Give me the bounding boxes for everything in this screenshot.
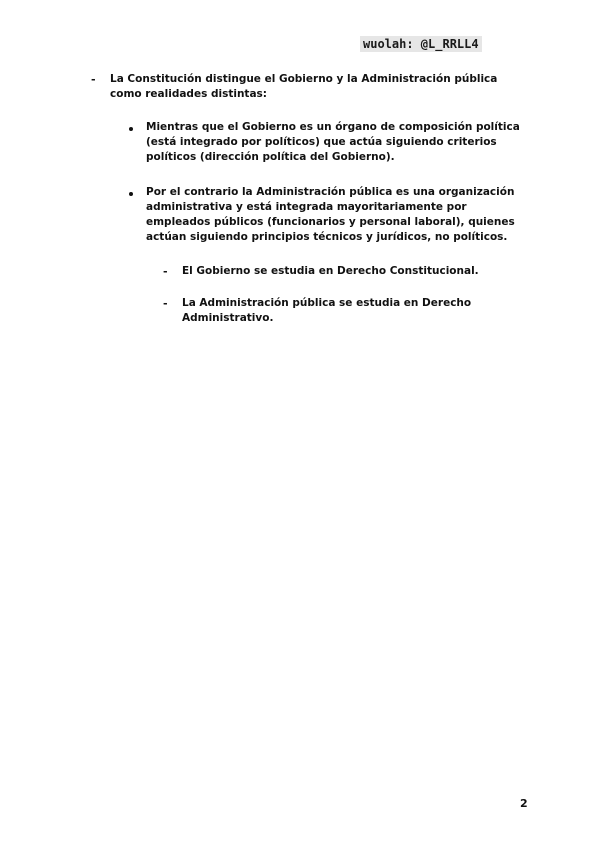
bullet-dot	[129, 127, 133, 131]
sub-dash-marker: -	[163, 265, 168, 278]
paragraph-constitucion: La Constitución distingue el Gobierno y la Administración pública como realidades distintas:	[110, 73, 498, 100]
list-dash-marker: -	[91, 73, 96, 86]
sub-dash-marker: -	[163, 297, 168, 310]
sub-item-gobierno: El Gobierno se estudia en Derecho Constitucional.	[182, 265, 479, 277]
bullet-dot	[129, 192, 133, 196]
page-number: 2	[520, 797, 528, 810]
watermark: wuolah: @L_RRLL4	[360, 36, 482, 52]
sub-item-administracion: La Administración pública se estudia en Derecho Administrativo.	[182, 297, 472, 324]
bullet-gobierno: Mientras que el Gobierno es un órgano de composición política (está integrado por políticos) que actúa siguiendo criterios políticos (dirección política del Gobierno).	[146, 121, 520, 163]
bullet-administracion: Por el contrario la Administración pública es una organización administrativa y está integrada mayoritariamente por empleados públicos (funcionarios y personal laboral), quienes actúan siguiendo principios técnicos y jurídicos, no políticos.	[146, 186, 515, 243]
